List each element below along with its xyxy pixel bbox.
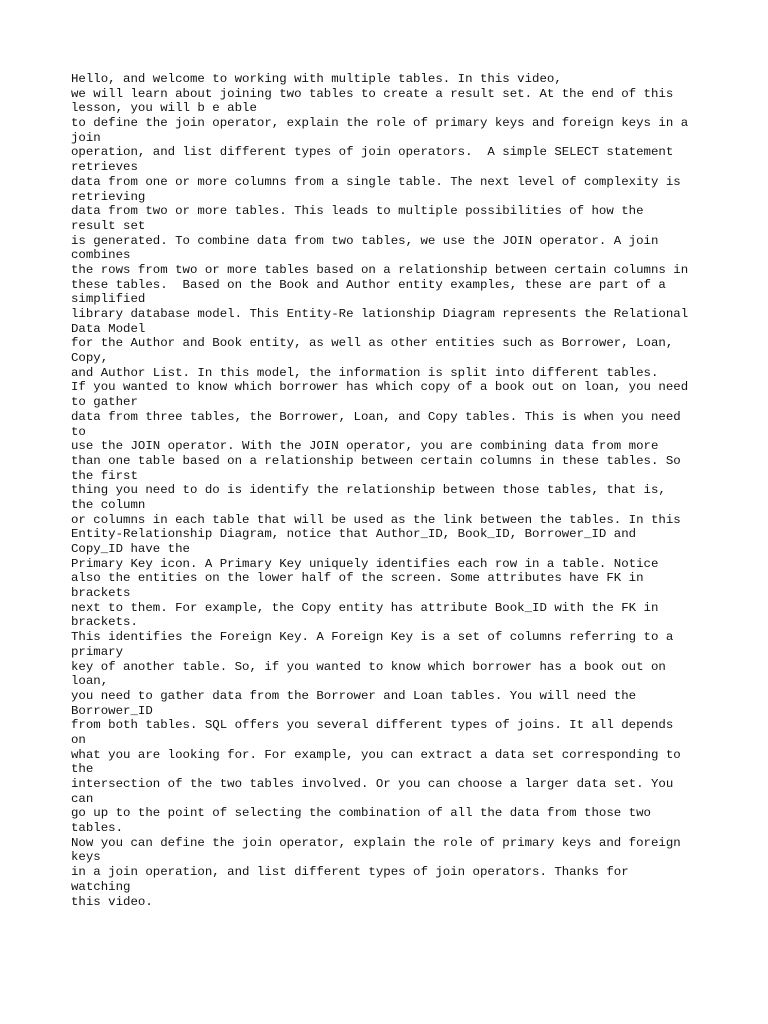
transcript-line: use the JOIN operator. With the JOIN operator, you are combining data from more [71,439,659,454]
transcript-line: these tables. Based on the Book and Author entity examples, these are part of a [71,277,666,292]
transcript-line: operation, and list different types of join operators. A simple SELECT statement [71,145,674,160]
transcript-line: data from three tables, the Borrower, Loan, and Copy tables. This is when you need [71,409,681,424]
transcript-line: the first [71,468,138,483]
transcript-line: next to them. For example, the Copy entity has attribute Book_ID with the FK in [71,600,659,615]
transcript-line: what you are looking for. For example, you can extract a data set corresponding to [71,747,681,762]
transcript-line: If you wanted to know which borrower has which copy of a book out on loan, you need [71,380,689,395]
transcript-text [71,72,731,909]
transcript-line: retrieving [71,189,146,204]
transcript-line: the rows from two or more tables based on a relationship between certain columns in [71,262,689,277]
transcript-line: simplified [71,292,146,307]
transcript-line: keys [71,850,101,865]
transcript-line: result set [71,218,146,233]
transcript-line: is generated. To combine data from two tables, we use the JOIN operator. A join [71,233,659,248]
transcript-line: go up to the point of selecting the combination of all the data from those two [71,806,651,821]
transcript-line: Data Model [71,321,146,336]
transcript-line: loan, [71,674,109,689]
transcript-line: retrieves [71,160,138,175]
transcript-line: or columns in each table that will be used as the link between the tables. In this [71,512,681,527]
transcript-line: lesson, you will b e able [71,101,257,116]
transcript-line: This identifies the Foreign Key. A Foreign Key is a set of columns referring to a [71,630,674,645]
transcript-line: thing you need to do is identify the relationship between those tables, that is, [71,483,666,498]
transcript-line: primary [71,644,124,659]
transcript-line: combines [71,248,131,263]
transcript-line: to gather [71,395,138,410]
transcript-line: brackets [71,586,131,601]
transcript-line: watching [71,879,131,894]
transcript-line: Entity-Relationship Diagram, notice that Author_ID, Book_ID, Borrower_ID and [71,527,637,542]
transcript-line: on [71,732,86,747]
transcript-line: Copy_ID have the [71,542,190,556]
transcript-line: intersection of the two tables involved. Or you can choose a larger data set. You [71,777,674,791]
transcript-line: Borrower_ID [71,703,153,718]
transcript-line: than one table based on a relationship between certain columns in these tables. So [71,453,681,468]
transcript-line: Copy, [71,351,109,366]
transcript-line: library database model. This Entity-Re lationship Diagram represents the Relational [71,307,689,321]
transcript-line: to [71,424,86,439]
transcript-line: Primary Key icon. A Primary Key uniquely identifies each row in a table. Notice [71,556,659,571]
transcript-line: this video. [71,894,153,909]
transcript-line: the column [71,497,146,512]
transcript-line: can [71,791,94,806]
transcript-line: for the Author and Book entity, as well as other entities such as Borrower, Loan, [71,336,674,351]
transcript-line: in a join operation, and list different types of join operators. Thanks for [71,865,629,880]
transcript-line: the [71,762,94,777]
transcript-line: from both tables. SQL offers you several different types of joins. It all depends [71,718,674,733]
transcript-line: to define the join operator, explain the role of primary keys and foreign keys in a [71,116,689,131]
transcript-line: Hello, and welcome to working with multiple tables. In this video, [71,72,562,86]
transcript-line: we will learn about joining two tables to create a result set. At the end of this [71,86,674,101]
transcript-line: also the entities on the lower half of the screen. Some attributes have FK in [71,571,644,586]
transcript-line: data from two or more tables. This leads to multiple possibilities of how the [71,204,644,219]
transcript-line: key of another table. So, if you wanted to know which borrower has a book out on [71,659,666,674]
transcript-line: and Author List. In this model, the information is split into different tables. [71,365,659,380]
transcript-line: tables. [71,821,124,836]
transcript-line: you need to gather data from the Borrower and Loan tables. You will need the [71,688,637,703]
transcript-line: brackets. [71,615,138,630]
transcript-line: data from one or more columns from a single table. The next level of complexity is [71,174,681,189]
transcript-line: join [71,130,101,145]
transcript-line: Now you can define the join operator, explain the role of primary keys and foreign [71,835,681,850]
